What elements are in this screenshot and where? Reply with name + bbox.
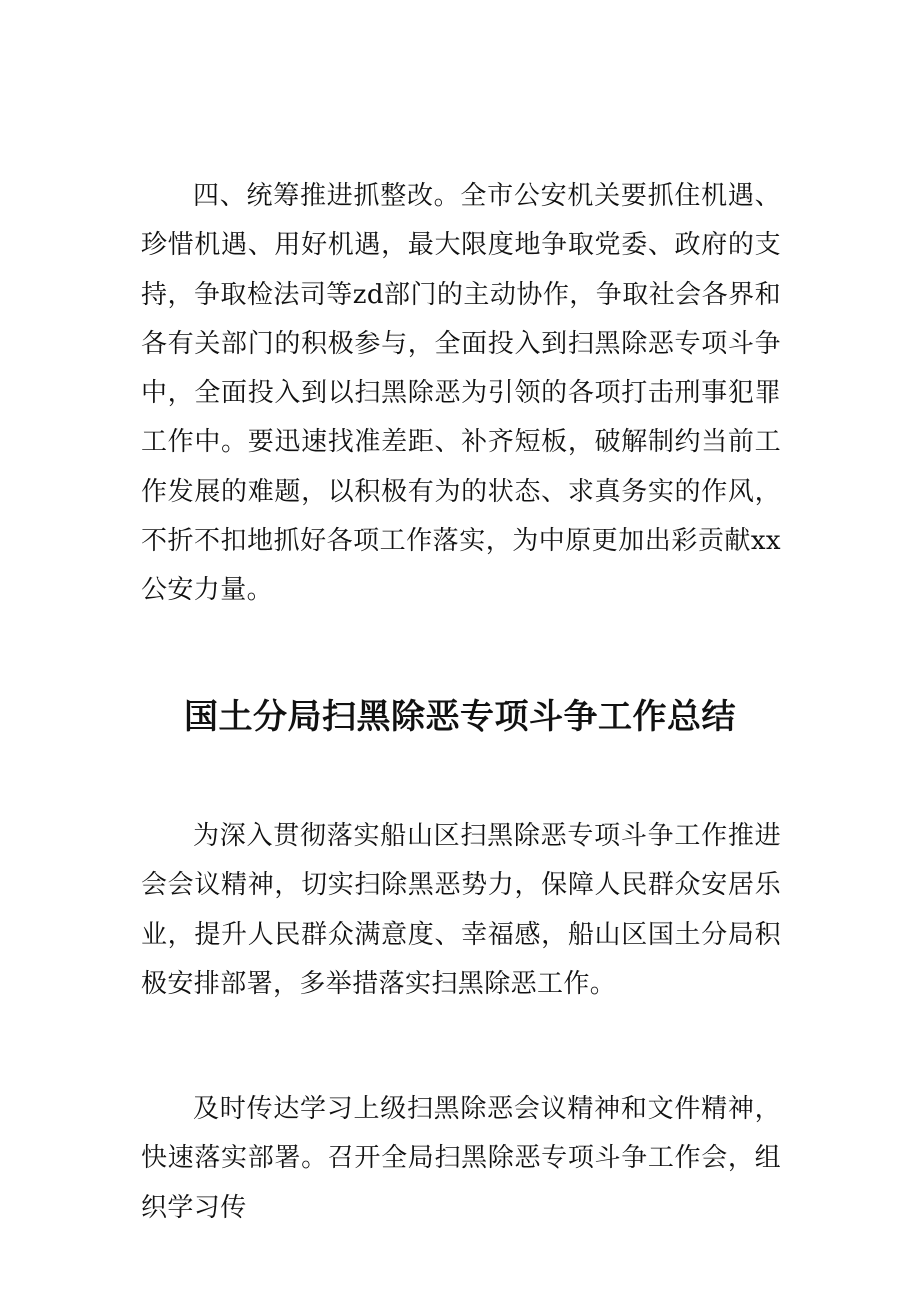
document-title: 国土分局扫黑除恶专项斗争工作总结 (184, 697, 736, 737)
body-paragraph: 四、统筹推进抓整改。全市公安机关要抓住机遇、珍惜机遇、用好机遇，最大限度地争取党委、政府的支持，争取检法司等zd部门的主动协作，争取社会各界和各有关部门的积极参与，全面投入到扫黑除恶专项斗争中，全面投入到以扫黑除恶为引领的各项打击刑事犯罪工作中。要迅速找准差距、补齐短板，破解制约当前工作发展的难题，以积极有为的状态、求真务实的作风，不折不扣地抓好各项工作落实，为中原更加出彩贡献xx公安力量。 (141, 181, 781, 606)
body-paragraph: 及时传达学习上级扫黑除恶会议精神和文件精神，快速落实部署。召开全局扫黑除恶专项斗争工作会，组织学习传 (141, 1094, 781, 1223)
body-paragraph: 为深入贯彻落实船山区扫黑除恶专项斗争工作推进会会议精神，切实扫除黑恶势力，保障人民群众安居乐业，提升人民群众满意度、幸福感，船山区国土分局积极安排部署，多举措落实扫黑除恶工作。 (141, 821, 781, 999)
